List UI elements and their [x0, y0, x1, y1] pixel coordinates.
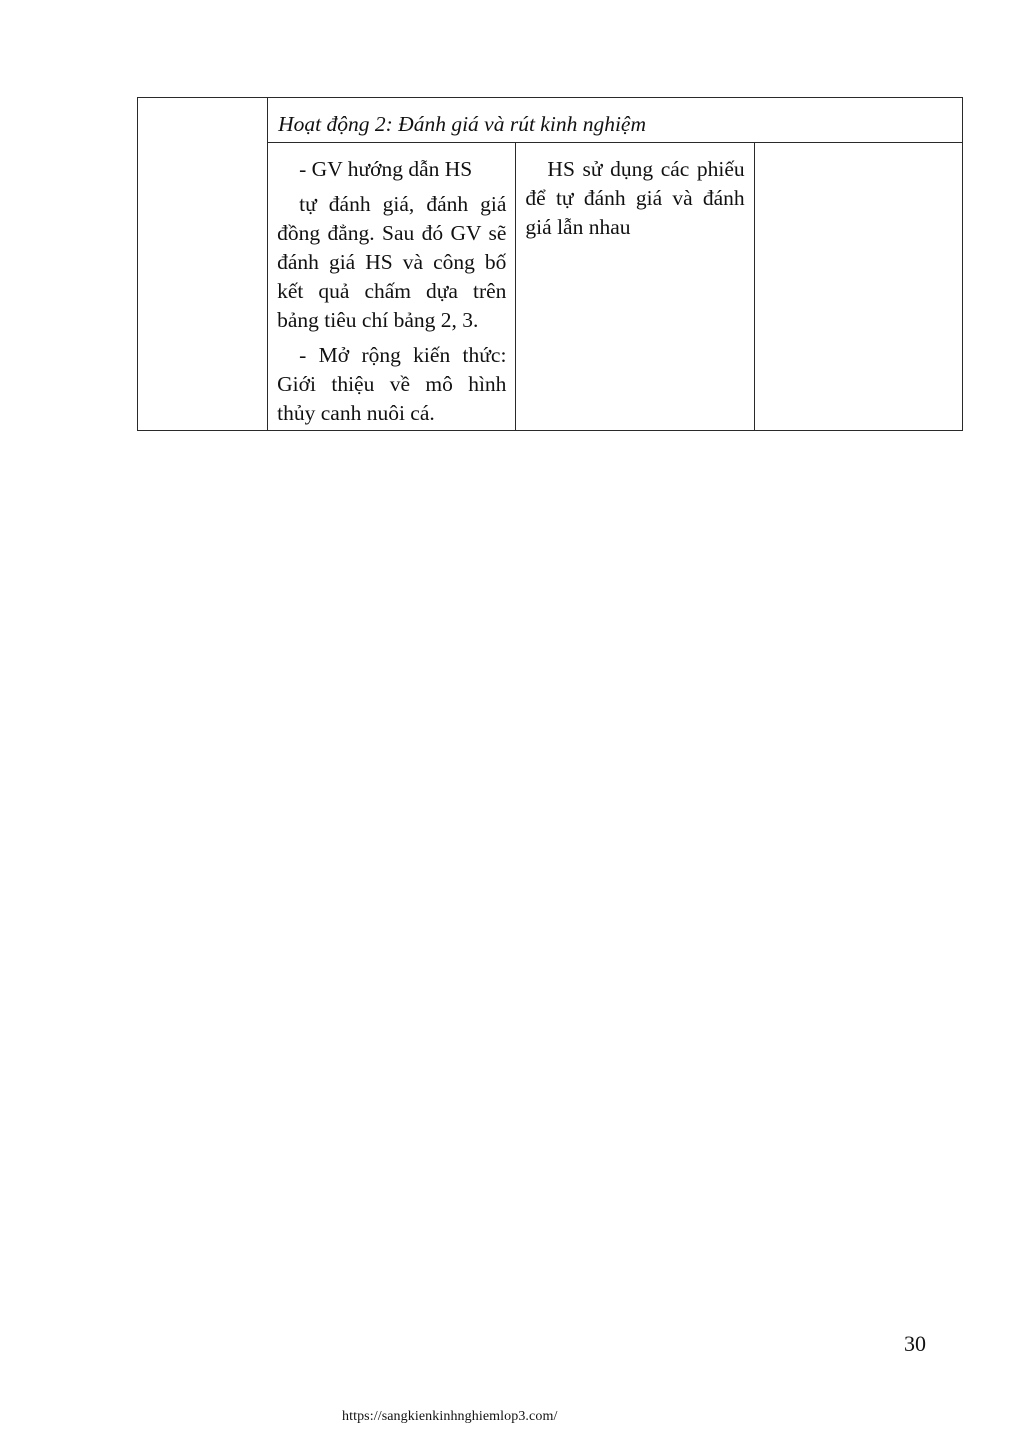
left-empty-cell: [138, 98, 268, 431]
activity-heading: Hoạt động 2: Đánh giá và rút kinh nghiệm: [268, 98, 963, 143]
teacher-activity-cell: [268, 143, 516, 431]
table-row: [138, 98, 963, 143]
teacher-paragraph: - GV hướng dẫn HS: [299, 157, 473, 181]
teacher-paragraph: tự đánh giá, đánh giá đồng đẳng. Sau đó GV sẽ đánh giá HS và công bố kết quả chấm dựa trên bảng tiêu chí bảng 2, 3.: [277, 192, 507, 332]
right-empty-cell: [754, 143, 962, 431]
student-activity-cell: [516, 143, 754, 431]
teacher-paragraph: - Mở rộng kiến thức: Giới thiệu về mô hình thủy canh nuôi cá.: [277, 343, 507, 425]
page-number: 30: [904, 1331, 926, 1356]
footer-url[interactable]: https://sangkienkinhnghiemlop3.com/: [342, 1409, 558, 1424]
lesson-plan-table: [137, 97, 963, 431]
student-paragraph: HS sử dụng các phiếu để tự đánh giá và đánh giá lẫn nhau: [525, 157, 745, 239]
